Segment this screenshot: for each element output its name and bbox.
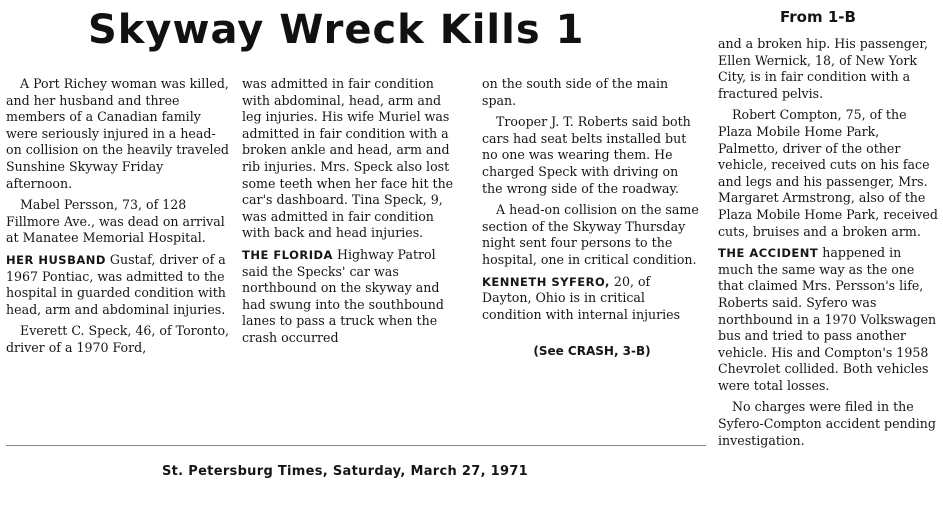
see-reference: (See CRASH, 3-B): [533, 344, 651, 359]
subhead-lead: HER HUSBAND: [6, 252, 106, 267]
subhead-lead: KENNETH SYFERO,: [482, 274, 610, 289]
paragraph-text: Gustaf, driver of a 1967 Pontiac, was admitted to the hospital in guarded condition with head, arm and abdominal injuries.: [6, 251, 226, 317]
subhead-lead: THE ACCIDENT: [718, 246, 819, 261]
paragraph: Trooper J. T. Roberts said both cars had seat belts installed but no one was wearing them. He charged Speck with driving on the wrong side of the roadway.: [482, 114, 691, 196]
paragraph: was admitted in fair condition with abdominal, head, arm and leg injuries. His wife Muriel was admitted in fair condition with a broken ankle and head, arm and rib injuries. Mrs. Speck also lost some teeth when her face hit the car's dashboard. Tina Speck, 9, was admitted in fair condition with back and head injuries.: [242, 76, 454, 241]
paragraph-text: Highway Patrol said the Specks' car was northbound on the skyway and had swung into the southbound lanes to pass a truck when the crash occurred: [242, 246, 444, 345]
paragraph: Everett C. Speck, 46, of Toronto, driver of a 1970 Ford,: [6, 323, 230, 355]
continued-from-label: From 1-B: [780, 8, 856, 26]
dateline: St. Petersburg Times, Saturday, March 27, 1971: [162, 464, 529, 479]
article-column-1: [6, 76, 230, 362]
paragraph: [242, 247, 464, 347]
paragraph-text: 20, of Dayton, Ohio is in critical condition with internal injuries: [482, 273, 681, 322]
paragraph: Robert Compton, 75, of the Plaza Mobile Home Park, Palmetto, driver of the other vehicle, received cuts on his face and legs and his passenger, Mrs. Margaret Armstrong, also of the Plaza Mobile Home Park, received cuts, bruises and a broken arm.: [718, 107, 938, 239]
paragraph: [718, 245, 940, 394]
article-column-2: [242, 76, 464, 352]
paragraph-text: happened in much the same way as the one that claimed Mrs. Persson's life, Roberts said. Syfero was northbound in a 1970 Volkswagen bus and tried to pass another vehicle. His and Compton's 1958 Chevrolet collided. Both vehicles were total losses.: [718, 245, 937, 393]
headline: Skyway Wreck Kills 1: [88, 7, 585, 53]
paragraph: No charges were filed in the Syfero-Compton accident pending investigation.: [718, 399, 936, 448]
paragraph: A Port Richey woman was killed, and her husband and three members of a Canadian family were seriously injured in a head-on collision on the heavily traveled Sunshine Skyway Friday afternoon.: [6, 76, 229, 191]
article-column-3: [482, 76, 702, 360]
paragraph: on the south side of the main span.: [482, 76, 669, 108]
article-column-4: [718, 36, 940, 454]
paragraph: A head-on collision on the same section of the Skyway Thursday night sent four persons to the hospital, one in critical condition.: [482, 202, 699, 267]
paragraph: Mabel Persson, 73, of 128 Fillmore Ave., was dead on arrival at Manatee Memorial Hospital.: [6, 197, 225, 246]
divider-rule: [6, 445, 706, 446]
paragraph: [6, 252, 230, 318]
subhead-lead: THE FLORIDA: [242, 247, 333, 262]
paragraph: [482, 274, 702, 324]
paragraph: and a broken hip. His passenger, Ellen Wernick, 18, of New York City, is in fair condition with a fractured pelvis.: [718, 36, 928, 101]
